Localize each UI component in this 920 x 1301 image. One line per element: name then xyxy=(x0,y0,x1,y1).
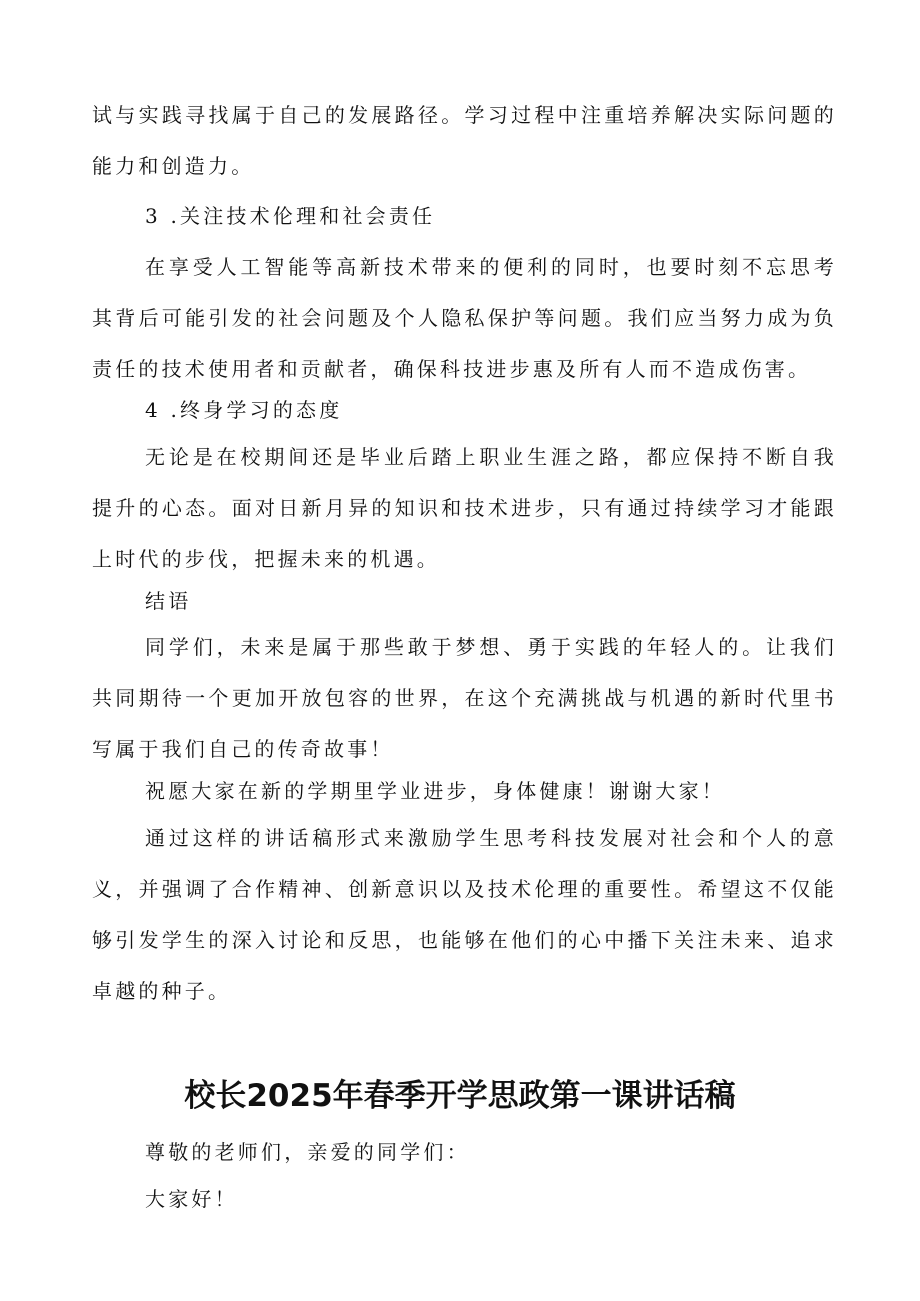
paragraph-wishes: 祝愿大家在新的学期里学业进步，身体健康！谢谢大家！ xyxy=(145,779,725,803)
greeting-line: 尊敬的老师们，亲爱的同学们： xyxy=(145,1140,470,1164)
section-heading-4: 4 .终身学习的态度 xyxy=(145,398,343,422)
hello-line: 大家好！ xyxy=(145,1187,238,1211)
paragraph-lifelong-learning: 无论是在校期间还是毕业后踏上职业生涯之路，都应保持不断自我提升的心态。面对日新月异的知识和技术进步，只有通过持续学习才能跟上时代的步伐，把握未来的机遇。 xyxy=(92,445,837,571)
section-heading-3: 3 .关注技术伦理和社会责任 xyxy=(145,204,436,228)
paragraph-continuation: 试与实践寻找属于自己的发展路径。学习过程中注重培养解决实际问题的能力和创造力。 xyxy=(92,103,837,178)
conclusion-heading: 结语 xyxy=(145,589,192,613)
paragraph-conclusion: 同学们，未来是属于那些敢于梦想、勇于实践的年轻人的。让我们共同期待一个更加开放包容的世界，在这个充满挑战与机遇的新时代里书写属于我们自己的传奇故事！ xyxy=(92,635,837,761)
speech-title: 校长2025年春季开学思政第一课讲话稿 xyxy=(184,1078,736,1114)
paragraph-summary: 通过这样的讲话稿形式来激励学生思考科技发展对社会和个人的意义，并强调了合作精神、创新意识以及技术伦理的重要性。希望这不仅能够引发学生的深入讨论和反思，也能够在他们的心中播下关注未来、追求卓越的种子。 xyxy=(92,826,837,1003)
paragraph-tech-ethics: 在享受人工智能等高新技术带来的便利的同时，也要时刻不忘思考其背后可能引发的社会问题及个人隐私保护等问题。我们应当努力成为负责任的技术使用者和贡献者，确保科技进步惠及所有人而不造成伤害。 xyxy=(92,255,837,381)
